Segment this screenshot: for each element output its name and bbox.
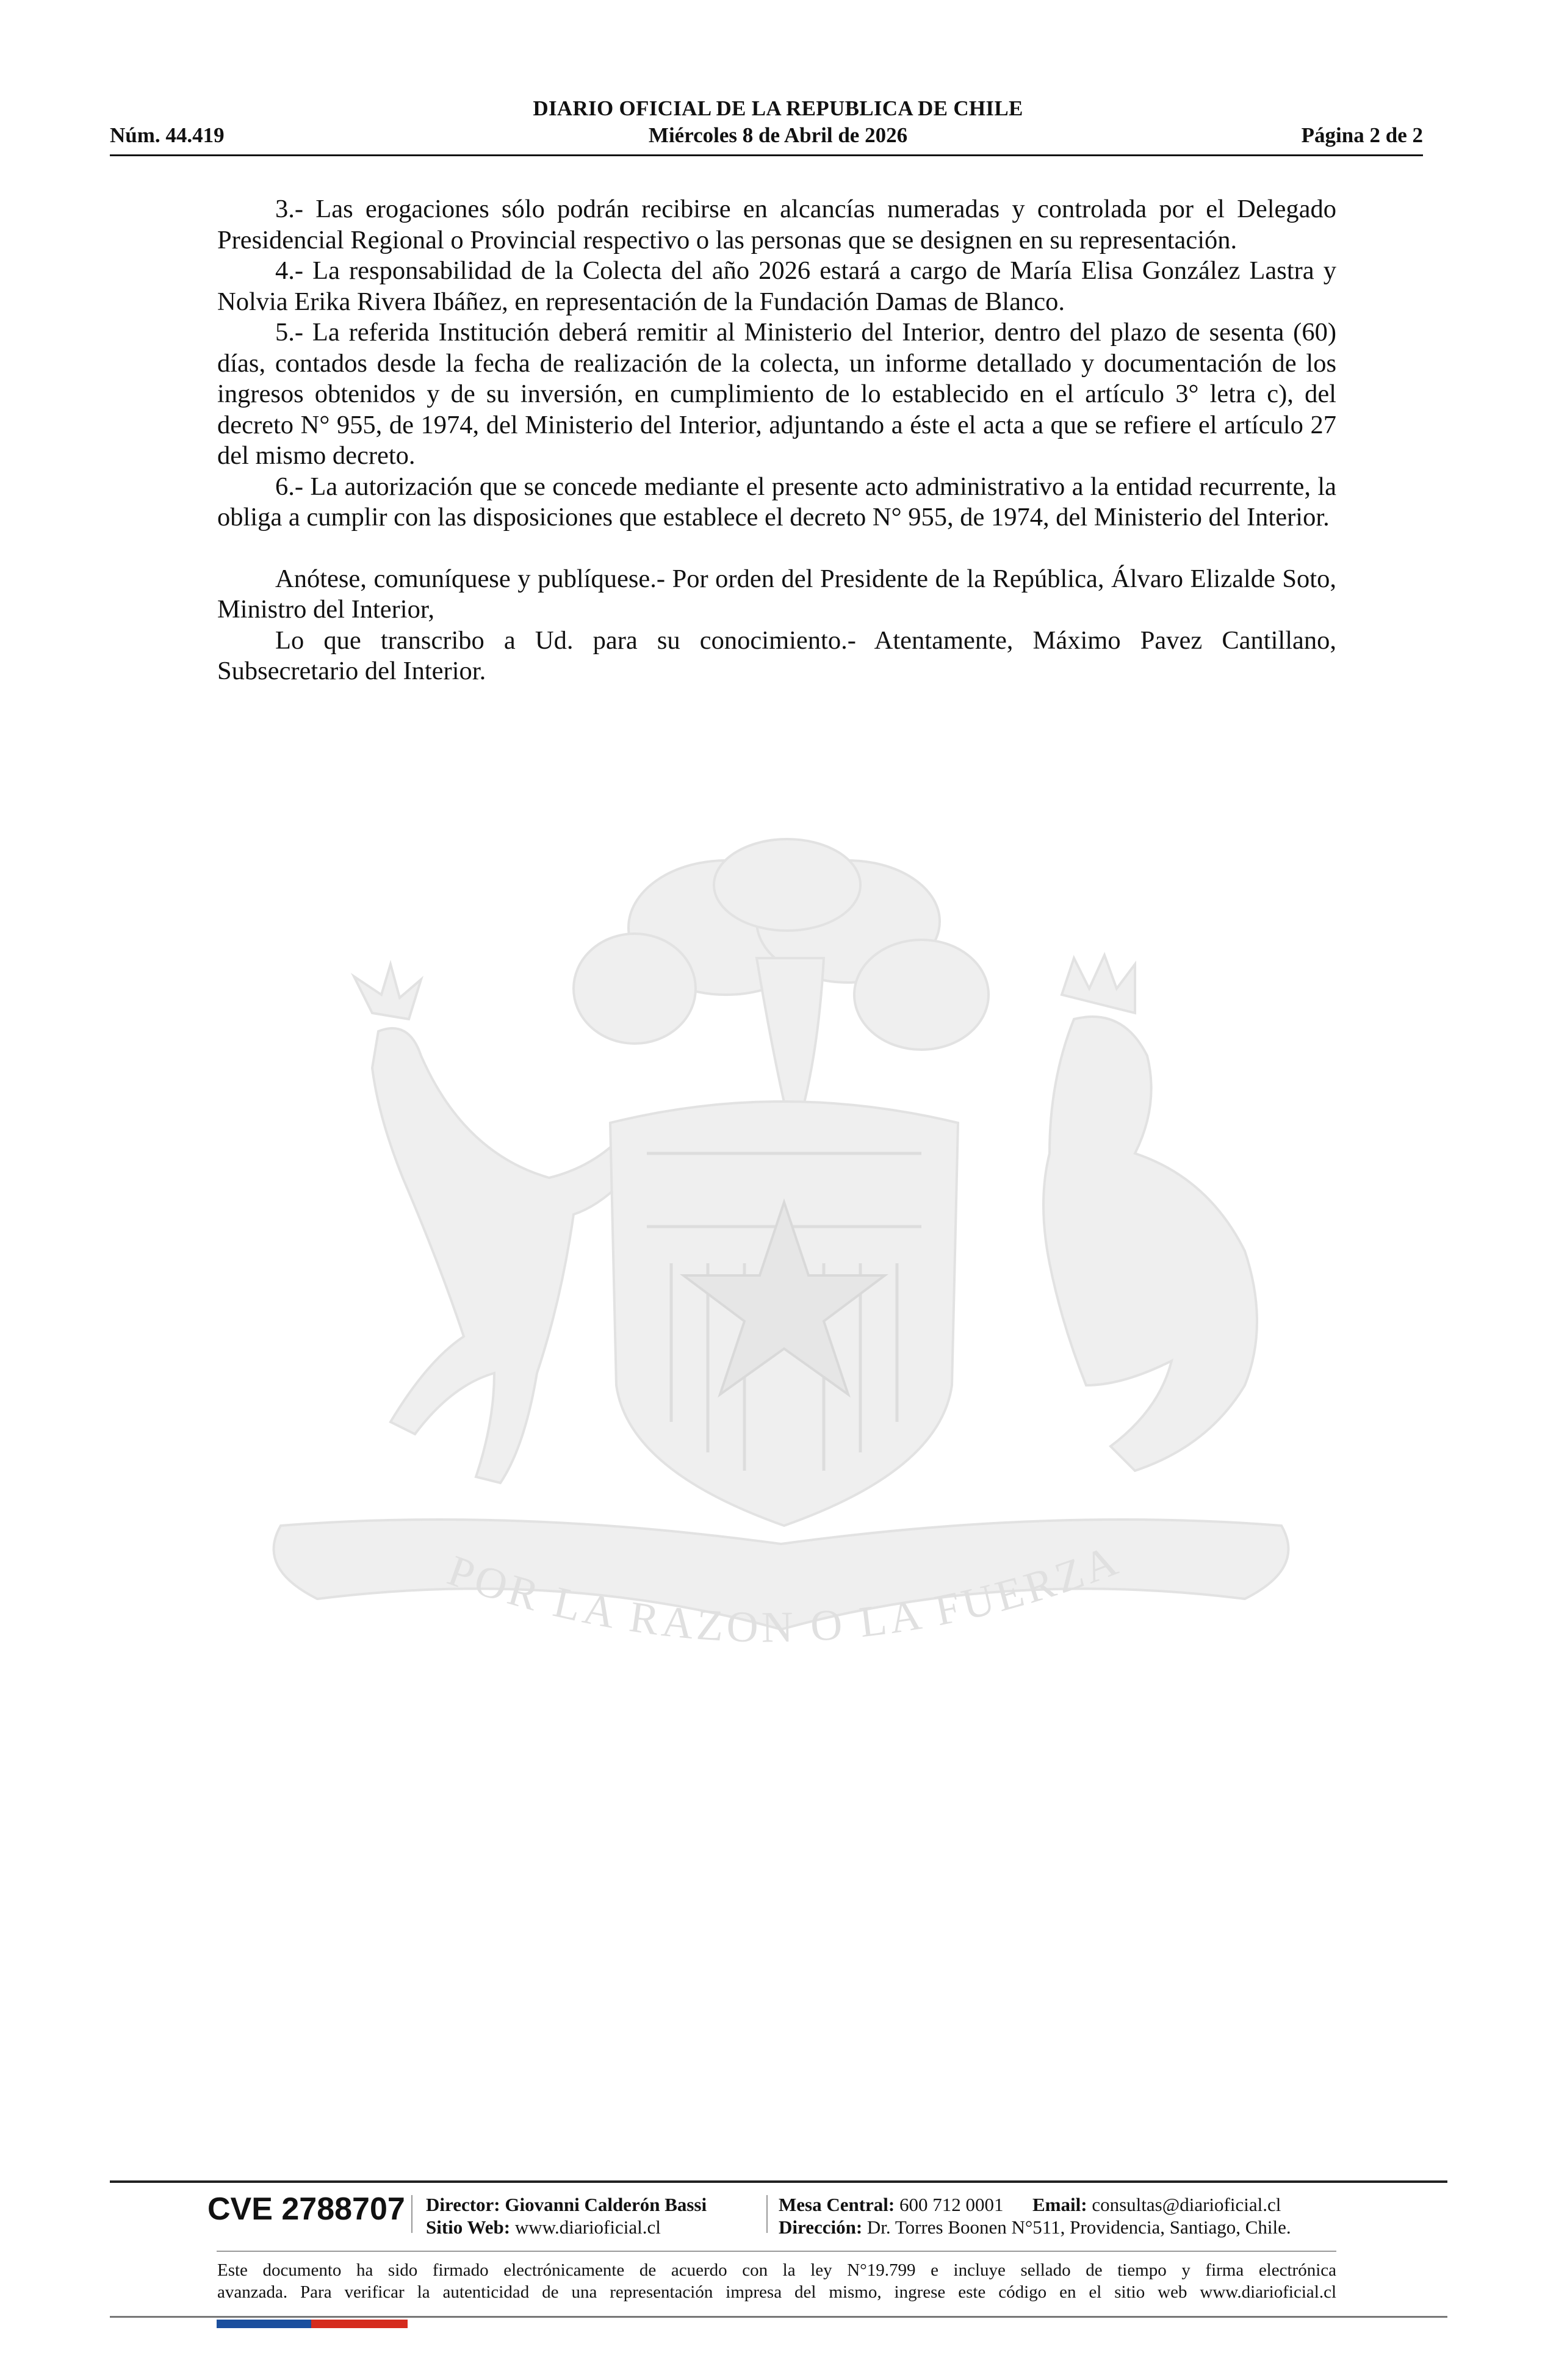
issue-number: Núm. 44.419	[110, 123, 225, 147]
header-divider	[110, 154, 1423, 156]
address-label: Dirección:	[779, 2216, 863, 2238]
flag-stripe-blue	[217, 2320, 311, 2328]
footer-divider-top	[110, 2180, 1447, 2183]
website-label: Sitio Web:	[426, 2216, 511, 2238]
decree-body	[217, 194, 1336, 687]
website-link[interactable]: www.diarioficial.cl	[514, 2216, 661, 2238]
paragraph-6: 6.- La autorización que se concede mediante el presente acto administrativo a la entidad recurrente, la obliga a cumplir con las disposiciones que establece el decreto N° 955, de 1974, del Ministerio del Interior.	[217, 472, 1336, 532]
coat-of-arms-motto: POR LA RAZON O LA FUERZA	[442, 1534, 1127, 1652]
issue-date: Miércoles 8 de Abril de 2026	[648, 123, 908, 147]
flag-stripe-red	[311, 2320, 408, 2328]
email-link[interactable]: consultas@diarioficial.cl	[1092, 2194, 1281, 2215]
footer-divider-mid	[217, 2251, 1336, 2252]
page-indicator: Página 2 de 2	[1301, 123, 1423, 147]
footer-divider-bottom	[110, 2316, 1447, 2318]
footer-separator	[411, 2195, 412, 2233]
address-value: Dr. Torres Boonen N°511, Providencia, Santiago, Chile.	[866, 2216, 1291, 2238]
legal-line-2: avanzada. Para verificar la autenticidad de una representación impresa del mismo, ingrese este código en el sitio web www.diarioficial.cl	[217, 2282, 1336, 2302]
email-label: Email:	[1032, 2194, 1087, 2215]
phone-value: 600 712 0001	[899, 2194, 1004, 2215]
paragraph-4: 4.- La responsabilidad de la Colecta del año 2026 estará a cargo de María Elisa González Lastra y Nolvia Erika Rivera Ibáñez, en representación de la Fundación Damas de Blanco.	[217, 256, 1336, 316]
closing-order: Anótese, comuníquese y publíquese.- Por orden del Presidente de la República, Álvaro Elizalde Soto, Ministro del Interior,	[217, 564, 1336, 624]
paragraph-3: 3.- Las erogaciones sólo podrán recibirse en alcancías numeradas y controlada por el Delegado Presidencial Regional o Provincial respectivo o las personas que se designen en su representación.	[217, 195, 1336, 254]
cve-code: CVE 2788707	[207, 2191, 405, 2227]
footer-contact-block	[779, 2193, 1291, 2238]
director-value: Giovanni Calderón Bassi	[505, 2194, 707, 2215]
newspaper-title: DIARIO OFICIAL DE LA REPUBLICA DE CHILE	[533, 96, 1023, 120]
closing-transcription: Lo que transcribo a Ud. para su conocimiento.- Atentamente, Máximo Pavez Cantillano, Subsecretario del Interior.	[217, 626, 1336, 685]
footer-separator	[766, 2195, 768, 2233]
electronic-signature-notice	[217, 2259, 1336, 2303]
director-label: Director:	[426, 2194, 500, 2215]
coat-of-arms-watermark	[207, 836, 1355, 1678]
legal-line-1: Este documento ha sido firmado electrónicamente de acuerdo con la ley N°19.799 e incluye sellado de tiempo y firma electrónica	[217, 2260, 1336, 2280]
paragraph-5: 5.- La referida Institución deberá remitir al Ministerio del Interior, dentro del plazo de sesenta (60) días, contados desde la fecha de realización de la colecta, un informe detallado y documentación de los ingresos obtenidos y de su inversión, en cumplimiento de lo establecido en el artículo 3° letra c), del decreto N° 955, de 1974, del Ministerio del Interior, adjuntando a éste el acta a que se refiere el artículo 27 del mismo decreto.	[217, 318, 1336, 470]
footer-director-block	[426, 2193, 707, 2238]
phone-label: Mesa Central:	[779, 2194, 895, 2215]
